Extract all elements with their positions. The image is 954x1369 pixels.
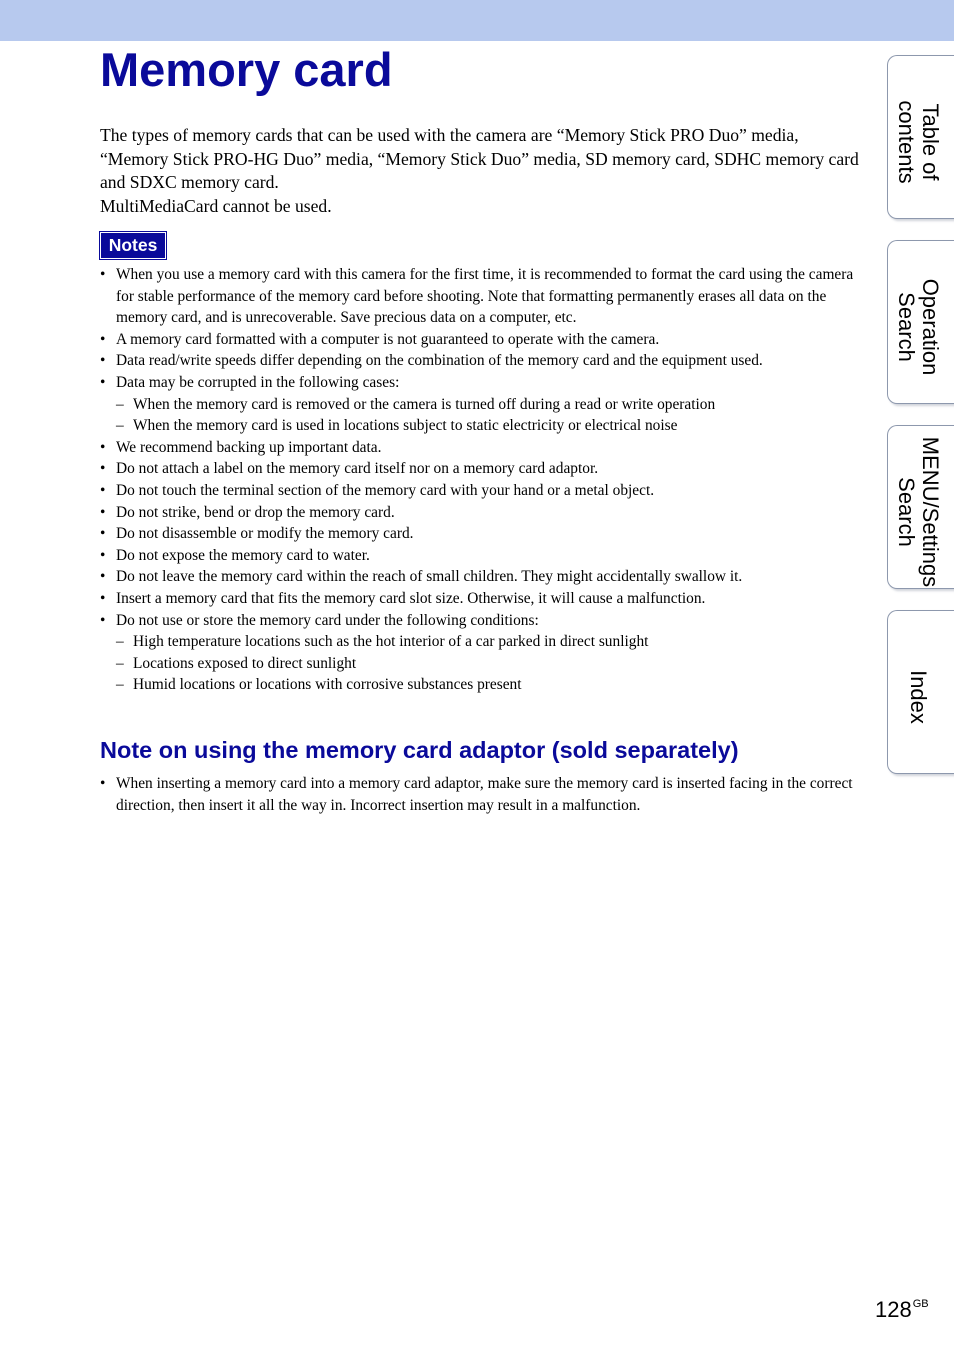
note-text: Do not disassemble or modify the memory card. xyxy=(116,525,414,543)
sub-list-item: – When the memory card is removed or the camera is turned off during a read or write operation xyxy=(116,394,858,416)
note-text: When you use a memory card with this camera for the first time, it is recommended to format the card using the camera for stable performance of the memory card before shooting. Note that formatting permanently erases all data on the memory card, and is unrecoverable. Save precious data on a computer, etc. xyxy=(116,266,854,327)
page-number-value: 128 xyxy=(875,1297,912,1322)
sub-list-item: – Humid locations or locations with corrosive substances present xyxy=(116,674,858,696)
adaptor-heading: Note on using the memory card adaptor (sold separately) xyxy=(100,737,739,763)
list-item xyxy=(100,610,858,696)
notes-list xyxy=(100,264,858,696)
list-item xyxy=(100,480,858,502)
tab-label-line: contents xyxy=(894,100,919,184)
page-number-suffix: GB xyxy=(912,1298,929,1310)
tab-operation-search[interactable] xyxy=(887,240,954,404)
note-text: Insert a memory card that fits the memory card slot size. Otherwise, it will cause a malfunction. xyxy=(116,589,706,607)
tab-label xyxy=(888,430,948,594)
note-text: Data read/write speeds differ depending on the combination of the memory card and the equipment used. xyxy=(116,352,763,370)
note-text: Do not use or store the memory card under the following conditions: xyxy=(116,611,539,629)
tab-label-line: Search xyxy=(894,477,919,547)
tab-label xyxy=(888,245,948,409)
sub-list-item: – High temperature locations such as the hot interior of a car parked in direct sunlight xyxy=(116,631,858,653)
adaptor-notes-list xyxy=(100,773,858,816)
notes-badge: Notes xyxy=(100,232,166,259)
list-item xyxy=(100,566,858,588)
list-item xyxy=(100,437,858,459)
list-item xyxy=(100,588,858,610)
header-band xyxy=(0,0,954,41)
list-item xyxy=(100,329,858,351)
note-text: Do not expose the memory card to water. xyxy=(116,546,370,564)
note-text: Do not strike, bend or drop the memory card. xyxy=(116,503,395,521)
tab-table-of-contents[interactable] xyxy=(887,55,954,219)
note-text: Do not touch the terminal section of the memory card with your hand or a metal object. xyxy=(116,481,655,499)
storage-conditions-list xyxy=(116,631,858,696)
note-text: A memory card formatted with a computer is not guaranteed to operate with the camera. xyxy=(116,330,660,348)
list-item xyxy=(100,264,858,329)
note-text: When inserting a memory card into a memory card adaptor, make sure the memory card is inserted facing in the correct direction, then insert it all the way in. Incorrect insertion may result in a malfunction. xyxy=(116,775,853,814)
list-item xyxy=(100,523,858,545)
tab-label xyxy=(888,60,948,224)
note-text: Do not attach a label on the memory card itself nor on a memory card adaptor. xyxy=(116,460,599,478)
tab-label-line: Index xyxy=(906,670,931,724)
note-text: Do not leave the memory card within the reach of small children. They might accidentally swallow it. xyxy=(116,568,743,586)
tab-label-line: MENU/Settings xyxy=(918,436,943,588)
page-title: Memory card xyxy=(100,43,393,96)
list-item xyxy=(100,545,858,567)
corrupted-cases-list xyxy=(116,394,858,437)
tab-index[interactable] xyxy=(887,610,954,774)
list-item xyxy=(100,350,858,372)
list-item xyxy=(100,372,858,437)
tab-menu-settings-search[interactable] xyxy=(887,425,954,589)
note-text: We recommend backing up important data. xyxy=(116,438,382,456)
sub-list-item: – When the memory card is used in locations subject to static electricity or electrical noise xyxy=(116,415,858,437)
tab-label-line: Search xyxy=(894,292,919,362)
intro-paragraph: MultiMediaCard cannot be used. xyxy=(100,195,332,216)
intro-text xyxy=(100,124,860,218)
note-text: Data may be corrupted in the following cases: xyxy=(116,373,400,391)
tab-label-line: Operation xyxy=(918,278,943,376)
intro-paragraph: The types of memory cards that can be used with the camera are “Memory Stick PRO Duo” media, “Memory Stick PRO-HG Duo” media, “Memory Stick Duo” media, SD memory card, SDHC memory card and SDXC memory card. xyxy=(100,125,859,192)
sub-list-item: – Locations exposed to direct sunlight xyxy=(116,653,858,675)
list-item xyxy=(100,458,858,480)
tab-label xyxy=(888,615,948,779)
list-item xyxy=(100,773,858,816)
tab-label-line: Table of xyxy=(918,103,943,181)
list-item xyxy=(100,502,858,524)
page-number xyxy=(875,1290,929,1324)
